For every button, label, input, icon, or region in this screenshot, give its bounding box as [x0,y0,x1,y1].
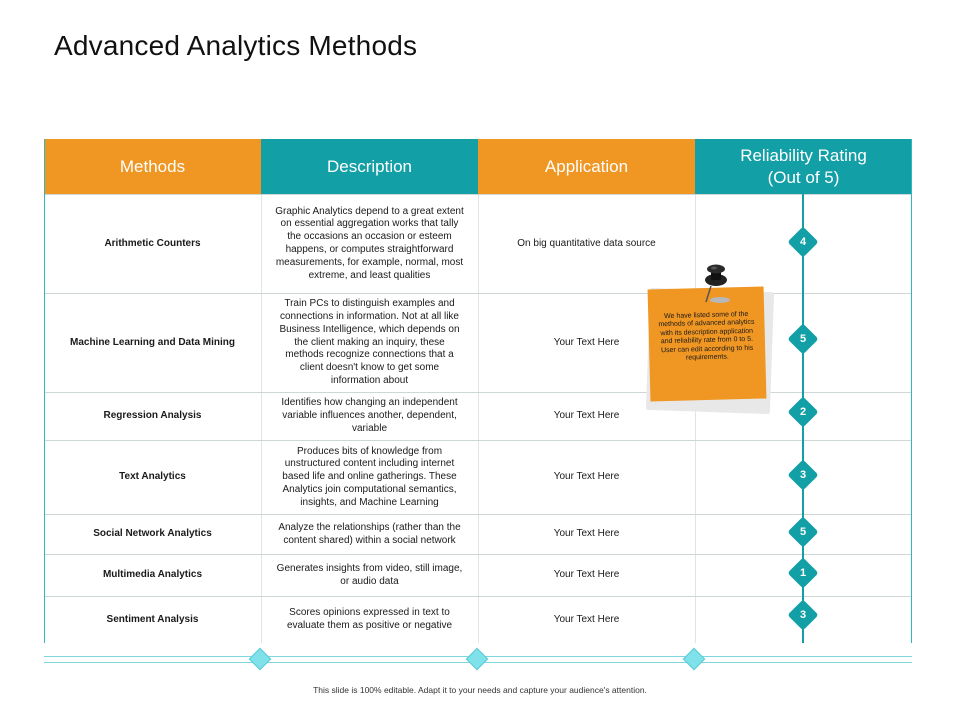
row-description: Graphic Analytics depend to a great extent on essential aggregation works that tally the occasions an occasion or esteem happens, or computes straightforward measurements, for example, normal, most extreme, and least qualities [275,205,464,281]
row-description: Produces bits of knowledge from unstructured content including internet based life and online gatherings. These Analytics join computational semantics, insights, and Machine Learning [282,445,457,508]
header-description-label: Description [326,156,413,176]
row-method: Sentiment Analysis [106,613,199,625]
bottom-diamond-marker [466,648,489,671]
header-methods [44,139,261,194]
row-application: Your Text Here [553,336,620,348]
header-application-label: Application [544,156,629,176]
table-border-right [911,139,912,643]
rating-badge [789,601,817,629]
rating-badge [789,398,817,426]
row-description: Scores opinions expressed in text to evaluate them as positive or negative [286,607,453,631]
row-application: On big quantitative data source [517,237,656,249]
row-method: Social Network Analytics [93,528,212,540]
bottom-diamond-marker [249,648,272,671]
row-application: Your Text Here [553,613,620,625]
header-rating-line2: (Out of 5) [767,167,840,187]
rating-value: 3 [799,609,807,621]
header-application [478,139,695,194]
table-row [44,440,912,514]
row-method: Arithmetic Counters [104,237,201,249]
rating-badge [789,518,817,546]
table-row [44,514,912,554]
header-rating-line1: Reliability Rating [740,145,867,165]
header-description [261,139,478,194]
row-method: Regression Analysis [103,410,202,422]
bottom-diamond-marker [683,648,706,671]
table-row [44,194,912,293]
sticky-note [640,262,780,414]
header-reliability-rating [695,139,912,194]
row-application: Your Text Here [553,471,620,483]
row-application: Your Text Here [553,569,620,581]
rating-badge [789,325,817,353]
sticky-note-text: We have listed some of the methods of advanced analytics with its description application and reliability rate from 0 to 5. User can edit according to his requirements. [658,310,755,362]
slide-title: Advanced Analytics Methods [54,30,418,61]
table-border-left [44,139,45,643]
row-method: Text Analytics [119,471,186,483]
methods-table [44,139,912,643]
row-description: Generates insights from video, still image, or audio data [276,562,463,587]
row-method: Multimedia Analytics [102,569,203,581]
table-row [44,293,912,392]
table-row [44,392,912,440]
rating-value: 1 [799,567,807,579]
table-row [44,596,912,643]
rating-value: 3 [799,469,807,481]
footer-note: This slide is 100% editable. Adapt it to your needs and capture your audience's attention. [313,685,647,695]
row-description: Analyze the relationships (rather than the content shared) within a social network [278,521,461,546]
rating-value: 5 [799,526,807,538]
row-application: Your Text Here [553,528,620,540]
row-method: Machine Learning and Data Mining [69,336,235,348]
header-methods-label: Methods [119,156,186,176]
row-description: Identifies how changing an independent variable influences another, dependent, variable [281,397,458,434]
pushpin-icon [696,262,736,308]
rating-value: 2 [799,406,807,418]
rating-value: 5 [799,333,807,345]
rating-badge [789,461,817,489]
row-description: Train PCs to distinguish examples and connections in information. Not at all like Business Intelligence, which depends on the client making an inquiry, these methods recognize connections that a client doesn't know to get some information about [279,298,460,386]
rating-value: 4 [799,236,807,248]
row-application: Your Text Here [553,410,620,422]
rating-badge [789,559,817,587]
rating-badge [789,228,817,256]
table-row [44,554,912,596]
